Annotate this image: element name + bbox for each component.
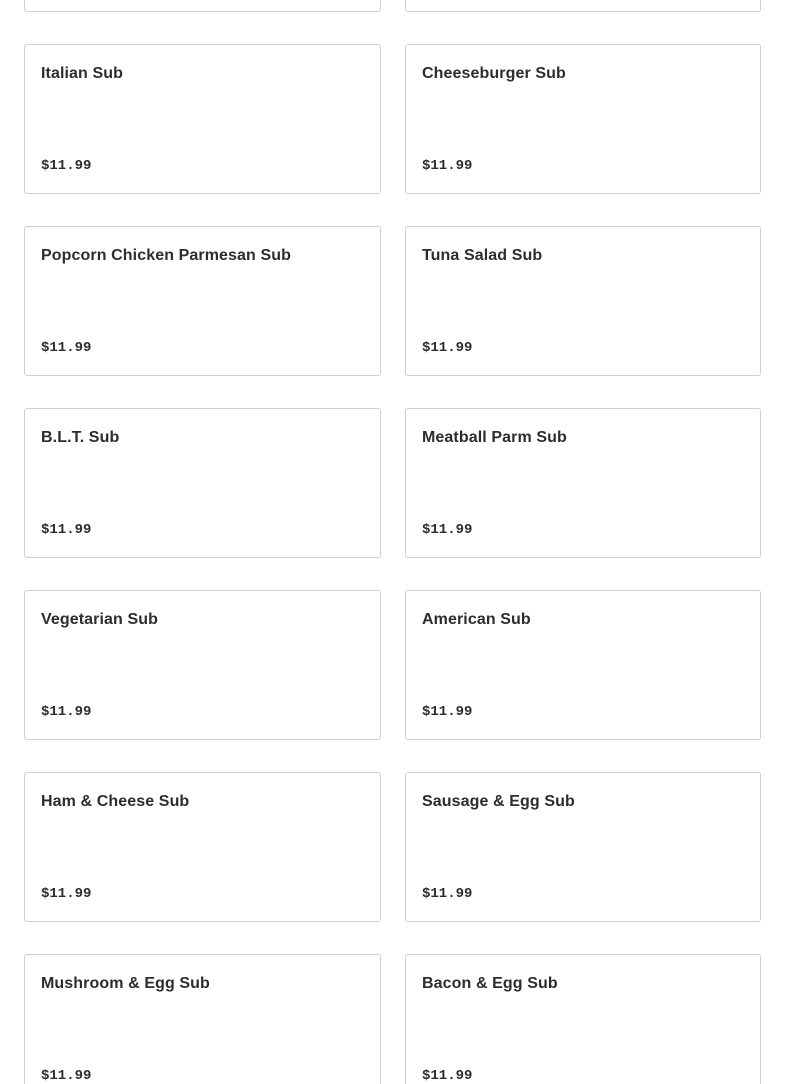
menu-item-card-bacon-egg-sub[interactable] <box>405 954 761 1084</box>
menu-item-card-cheeseburger-sub[interactable] <box>405 44 761 194</box>
menu-item-price: $11.99 <box>422 340 473 356</box>
menu-item-name: Ham & Cheese Sub <box>41 793 190 810</box>
menu-item-price: $11.99 <box>41 158 92 174</box>
menu-item-card-sausage-egg-sub[interactable] <box>405 772 761 922</box>
menu-item-grid <box>24 0 761 1084</box>
menu-item-price: $11.99 <box>422 522 473 538</box>
menu-item-price: $11.99 <box>41 522 92 538</box>
menu-item-name: Bacon & Egg Sub <box>422 975 558 992</box>
menu-item-card-blt-sub[interactable] <box>24 408 381 558</box>
menu-item-name: Popcorn Chicken Parmesan Sub <box>41 247 291 264</box>
menu-item-card-tuna-salad-sub[interactable] <box>405 226 761 376</box>
menu-item-price: $11.99 <box>422 1068 473 1084</box>
menu-item-price: $11.99 <box>422 704 473 720</box>
menu-item-name: Sausage & Egg Sub <box>422 793 575 810</box>
menu-item-card[interactable] <box>24 0 381 12</box>
menu-item-price: $11.99 <box>41 340 92 356</box>
menu-item-card-italian-sub[interactable] <box>24 44 381 194</box>
menu-item-price: $11.99 <box>41 886 92 902</box>
menu-item-price: $11.99 <box>41 1068 92 1084</box>
menu-item-card-ham-cheese-sub[interactable] <box>24 772 381 922</box>
menu-item-name: B.L.T. Sub <box>41 429 120 446</box>
menu-item-name: Vegetarian Sub <box>41 611 158 628</box>
menu-item-name: Mushroom & Egg Sub <box>41 975 210 992</box>
menu-item-card-american-sub[interactable] <box>405 590 761 740</box>
menu-item-price: $11.99 <box>422 886 473 902</box>
menu-item-card-mushroom-egg-sub[interactable] <box>24 954 381 1084</box>
menu-item-card-vegetarian-sub[interactable] <box>24 590 381 740</box>
menu-item-name: Italian Sub <box>41 65 123 82</box>
menu-item-name: Meatball Parm Sub <box>422 429 567 446</box>
menu-item-card[interactable] <box>405 0 761 12</box>
menu-item-price: $11.99 <box>422 158 473 174</box>
menu-item-card-popcorn-chicken-parmesan-sub[interactable] <box>24 226 381 376</box>
menu-item-name: Cheeseburger Sub <box>422 65 566 82</box>
menu-item-price: $11.99 <box>41 704 92 720</box>
menu-item-card-meatball-parm-sub[interactable] <box>405 408 761 558</box>
menu-item-name: Tuna Salad Sub <box>422 247 543 264</box>
menu-item-name: American Sub <box>422 611 531 628</box>
